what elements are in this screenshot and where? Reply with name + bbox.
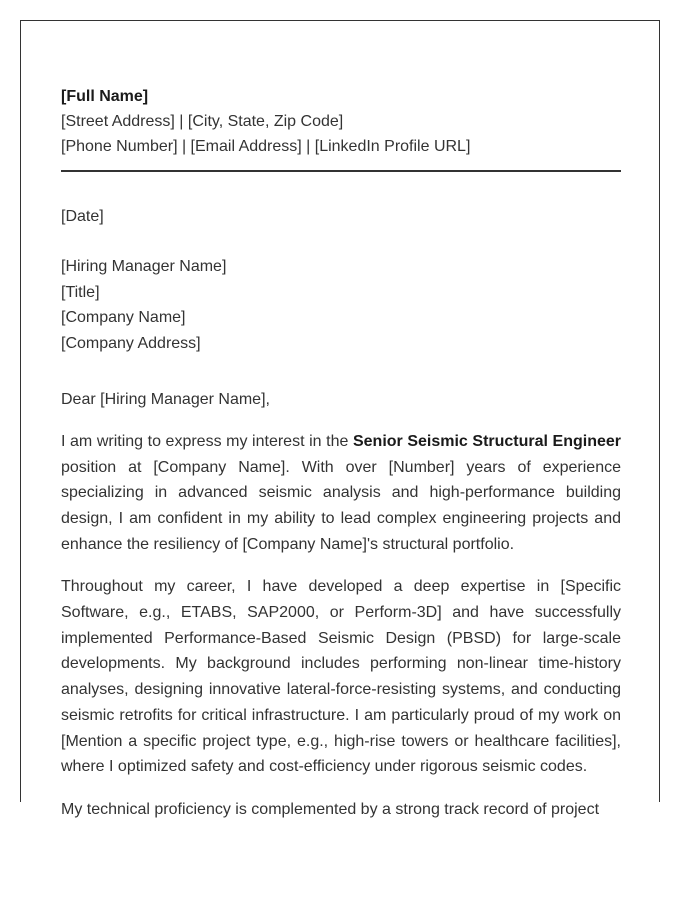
- sender-full-name: [Full Name]: [61, 88, 149, 105]
- letter-page: [20, 20, 660, 818]
- body-paragraph-1: [61, 429, 621, 558]
- body-paragraph-2: Throughout my career, I have developed a deep expertise in [Specific Software, e.g., ETABS, SAP2000, or Perform-3D] and have successfully implemented Performance-Based Seismic Design (PBSD) for large-scale developments. My background includes performing non-linear time-history analyses, designing innovative lateral-force-resisting systems, and conducting seismic retrofits for critical infrastructure. I am particularly proud of my work on [Mention a specific project type, e.g., high-rise towers or healthcare facilities], where I optimized safety and cost-efficiency under rigorous seismic codes.: [61, 578, 621, 776]
- header-divider: [61, 170, 621, 172]
- letter-date: [Date]: [61, 208, 104, 225]
- sender-address-line: [Street Address] | [City, State, Zip Code]: [61, 113, 344, 130]
- letter-content: [61, 84, 621, 823]
- salutation: Dear [Hiring Manager Name],: [61, 390, 270, 408]
- recipient-block: [61, 254, 621, 357]
- body-paragraph-3: My technical proficiency is complemented by a strong track record of project: [61, 800, 600, 818]
- recipient-company: [Company Name]: [61, 309, 186, 327]
- recipient-address: [Company Address]: [61, 335, 201, 353]
- paragraph-1-rest: position at [Company Name]. With over [Number] years of experience specializing in advanced seismic analysis and high-performance building design, I am confident in my ability to lead complex engineering projects and enhance the resiliency of [Company Name]'s structural portfolio.: [61, 458, 621, 553]
- sender-contact-line: [Phone Number] | [Email Address] | [LinkedIn Profile URL]: [61, 138, 471, 155]
- recipient-name: [Hiring Manager Name]: [61, 258, 227, 275]
- job-title-highlight: Senior Seismic Structural Engineer: [352, 432, 622, 450]
- recipient-title: [Title]: [61, 283, 100, 301]
- paragraph-1-intro: I am writing to express my interest in the: [61, 432, 353, 450]
